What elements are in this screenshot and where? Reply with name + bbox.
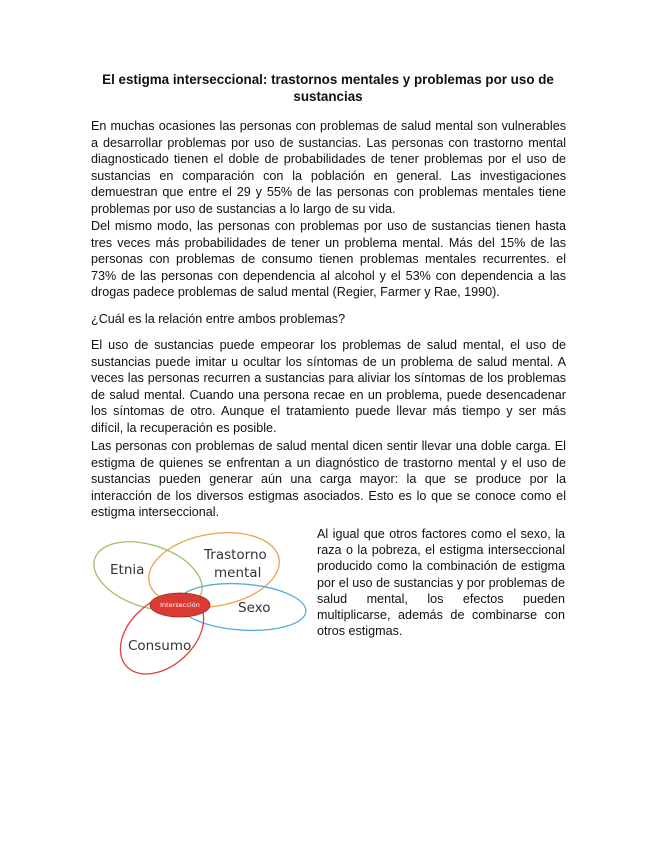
document-title: El estigma interseccional: trastornos mentales y problemas por uso de sustancias [102, 72, 554, 104]
label-trastorno-line1: Trastorno [204, 547, 267, 563]
consumo-ellipse [105, 578, 219, 682]
paragraph-double-burden: Las personas con problemas de salud mental dicen sentir llevar una doble carga. El estigma de quienes se enfrentan a un diagnóstico de trastorno mental y el uso de sustancias pueden generar aún una carga mayor: la que se produce por la interacción de los diversos estigmas asociados. Esto es lo que se conoce como el estigma interseccional. [91, 439, 566, 519]
section-question: ¿Cuál es la relación entre ambos problemas? [91, 312, 346, 326]
paragraph-relation: El uso de sustancias puede empeorar los problemas de salud mental, el uso de sustancias puede imitar u ocultar los síntomas de un problema de salud mental. A veces las personas recurren a sustancias para aliviar los síntomas de los problemas de salud mental. Cuando una persona recae en un problema, puede desencadenar los síntomas de otro. Aunque el tratamiento puede llevar más tiempo y ser más difícil, la recuperación es posible. [91, 338, 566, 435]
paragraph-prevalence: En muchas ocasiones las personas con problemas de salud mental son vulnerables a desarrollar problemas por uso de sustancias. Las personas con trastorno mental diagnosticado tienen el doble de probabilidades de tener problemas por el uso de sustancias en comparación con la población en general. Las investigaciones demuestran que entre el 29 y 55% de las personas con problemas mentales tiene problemas por uso de sustancias a lo largo de su vida. [91, 119, 566, 216]
intersectional-stigma-venn-diagram [86, 520, 310, 682]
paragraph-reverse-relation: Del mismo modo, las personas con problemas por uso de sustancias tienen hasta tres veces más probabilidades de tener un problema mental. Más del 15% de las personas con problemas de consumo tienen problemas mentales recurrentes. el 73% de las personas con dependencia al alcohol y el 53% con dependencia a las drogas padece problemas de salud mental (Regier, Farmer y Rae, 1990). [91, 219, 566, 299]
label-consumo: Consumo [128, 638, 192, 654]
label-interseccion: Intersección [160, 601, 200, 609]
label-trastorno-line2: mental [214, 565, 262, 581]
label-sexo: Sexo [238, 600, 271, 616]
paragraph-intersectional-factors: Al igual que otros factores como el sexo, la raza o la pobreza, el estigma interseccional producido como la combinación de estigma por el uso de sustancias y por problemas de salud mental, los efectos pueden multiplicarse, además de combinarse con otros estigmas. [317, 527, 565, 639]
label-etnia: Etnia [110, 562, 145, 578]
